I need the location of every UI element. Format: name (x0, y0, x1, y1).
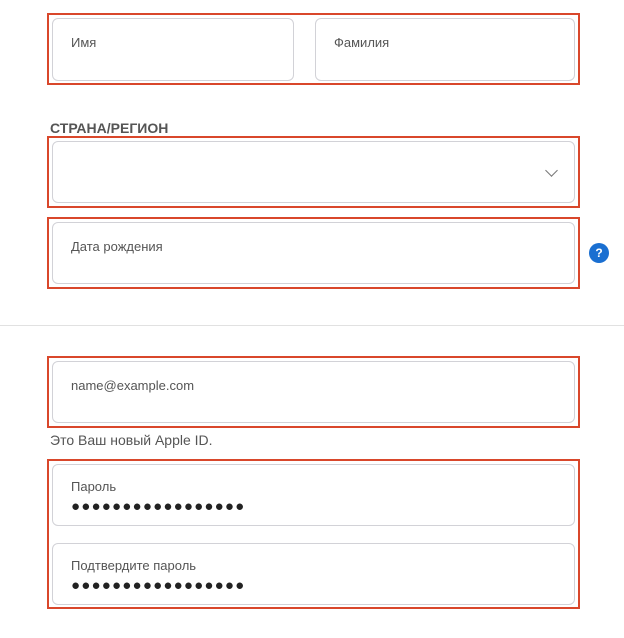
last-name-placeholder: Фамилия (334, 35, 390, 50)
first-name-field[interactable] (52, 18, 294, 81)
apple-id-note: Это Ваш новый Apple ID. (50, 432, 213, 448)
chevron-down-icon (545, 164, 558, 177)
country-region-title: СТРАНА/РЕГИОН (50, 120, 169, 136)
birthdate-placeholder: Дата рождения (71, 239, 163, 254)
first-name-placeholder: Имя (71, 35, 97, 50)
password-label: Пароль (71, 479, 117, 494)
country-select[interactable] (52, 141, 575, 203)
last-name-field[interactable] (315, 18, 575, 81)
confirm-password-label: Подтвердите пароль (71, 558, 197, 573)
confirm-password-field[interactable] (52, 543, 575, 605)
help-icon[interactable]: ? (589, 243, 609, 263)
password-value: ●●●●●●●●●●●●●●●●● (71, 498, 246, 515)
birthdate-field[interactable] (52, 222, 575, 284)
confirm-password-value: ●●●●●●●●●●●●●●●●● (71, 577, 246, 594)
section-divider (0, 325, 624, 326)
email-field[interactable] (52, 361, 575, 423)
email-placeholder: name@example.com (71, 378, 195, 393)
password-field[interactable] (52, 464, 575, 526)
